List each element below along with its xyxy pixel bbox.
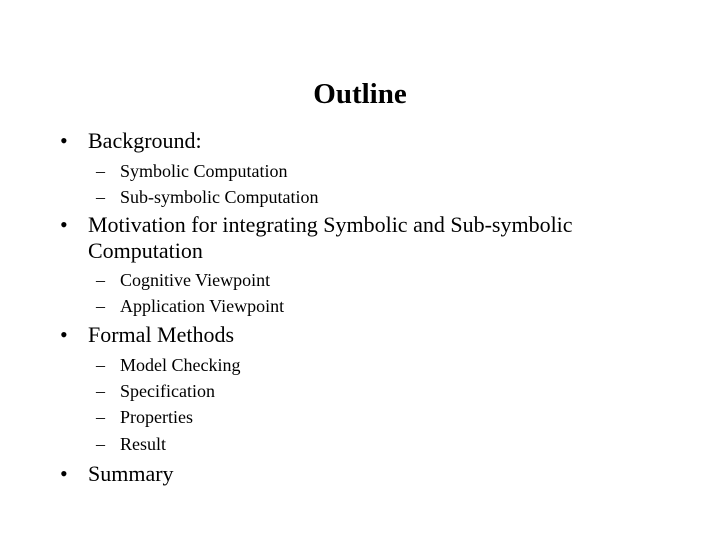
- dash-icon: –: [96, 381, 105, 401]
- dash-icon: –: [96, 296, 105, 316]
- bullet-text: Background:: [88, 128, 202, 153]
- bullet-text-cont: Computation: [88, 238, 203, 263]
- bullet-icon: •: [60, 461, 68, 486]
- sub-bullet-text: Result: [120, 434, 167, 454]
- sub-bullet-item: [96, 355, 241, 376]
- dash-icon: –: [96, 407, 105, 427]
- dash-icon: –: [96, 270, 105, 290]
- sub-bullet-text: Specification: [120, 381, 215, 401]
- sub-bullet-item: [96, 407, 193, 428]
- sub-bullet-text: Application Viewpoint: [120, 296, 285, 316]
- slide-title: Outline: [313, 78, 407, 110]
- bullet-text: Formal Methods: [88, 322, 235, 347]
- bullet-text: Summary: [88, 461, 174, 486]
- dash-icon: –: [96, 355, 105, 375]
- sub-bullet-text: Symbolic Computation: [120, 161, 288, 181]
- bullet-icon: •: [60, 212, 68, 237]
- sub-bullet-text: Cognitive Viewpoint: [120, 270, 271, 290]
- dash-icon: –: [96, 434, 105, 454]
- bullet-icon: •: [60, 322, 68, 347]
- sub-bullet-item: [96, 296, 285, 317]
- bullet-icon: •: [60, 128, 68, 153]
- dash-icon: –: [96, 187, 105, 207]
- bullet-text: Motivation for integrating Symbolic and Sub-symbolic: [88, 212, 573, 237]
- sub-bullet-text: Model Checking: [120, 355, 241, 375]
- sub-bullet-item: [96, 381, 215, 402]
- sub-bullet-item: [96, 434, 167, 455]
- sub-bullet-text: Properties: [120, 407, 193, 427]
- dash-icon: –: [96, 161, 105, 181]
- sub-bullet-item: [96, 161, 288, 182]
- sub-bullet-text: Sub-symbolic Computation: [120, 187, 319, 207]
- sub-bullet-item: [96, 270, 271, 291]
- sub-bullet-item: [96, 187, 319, 208]
